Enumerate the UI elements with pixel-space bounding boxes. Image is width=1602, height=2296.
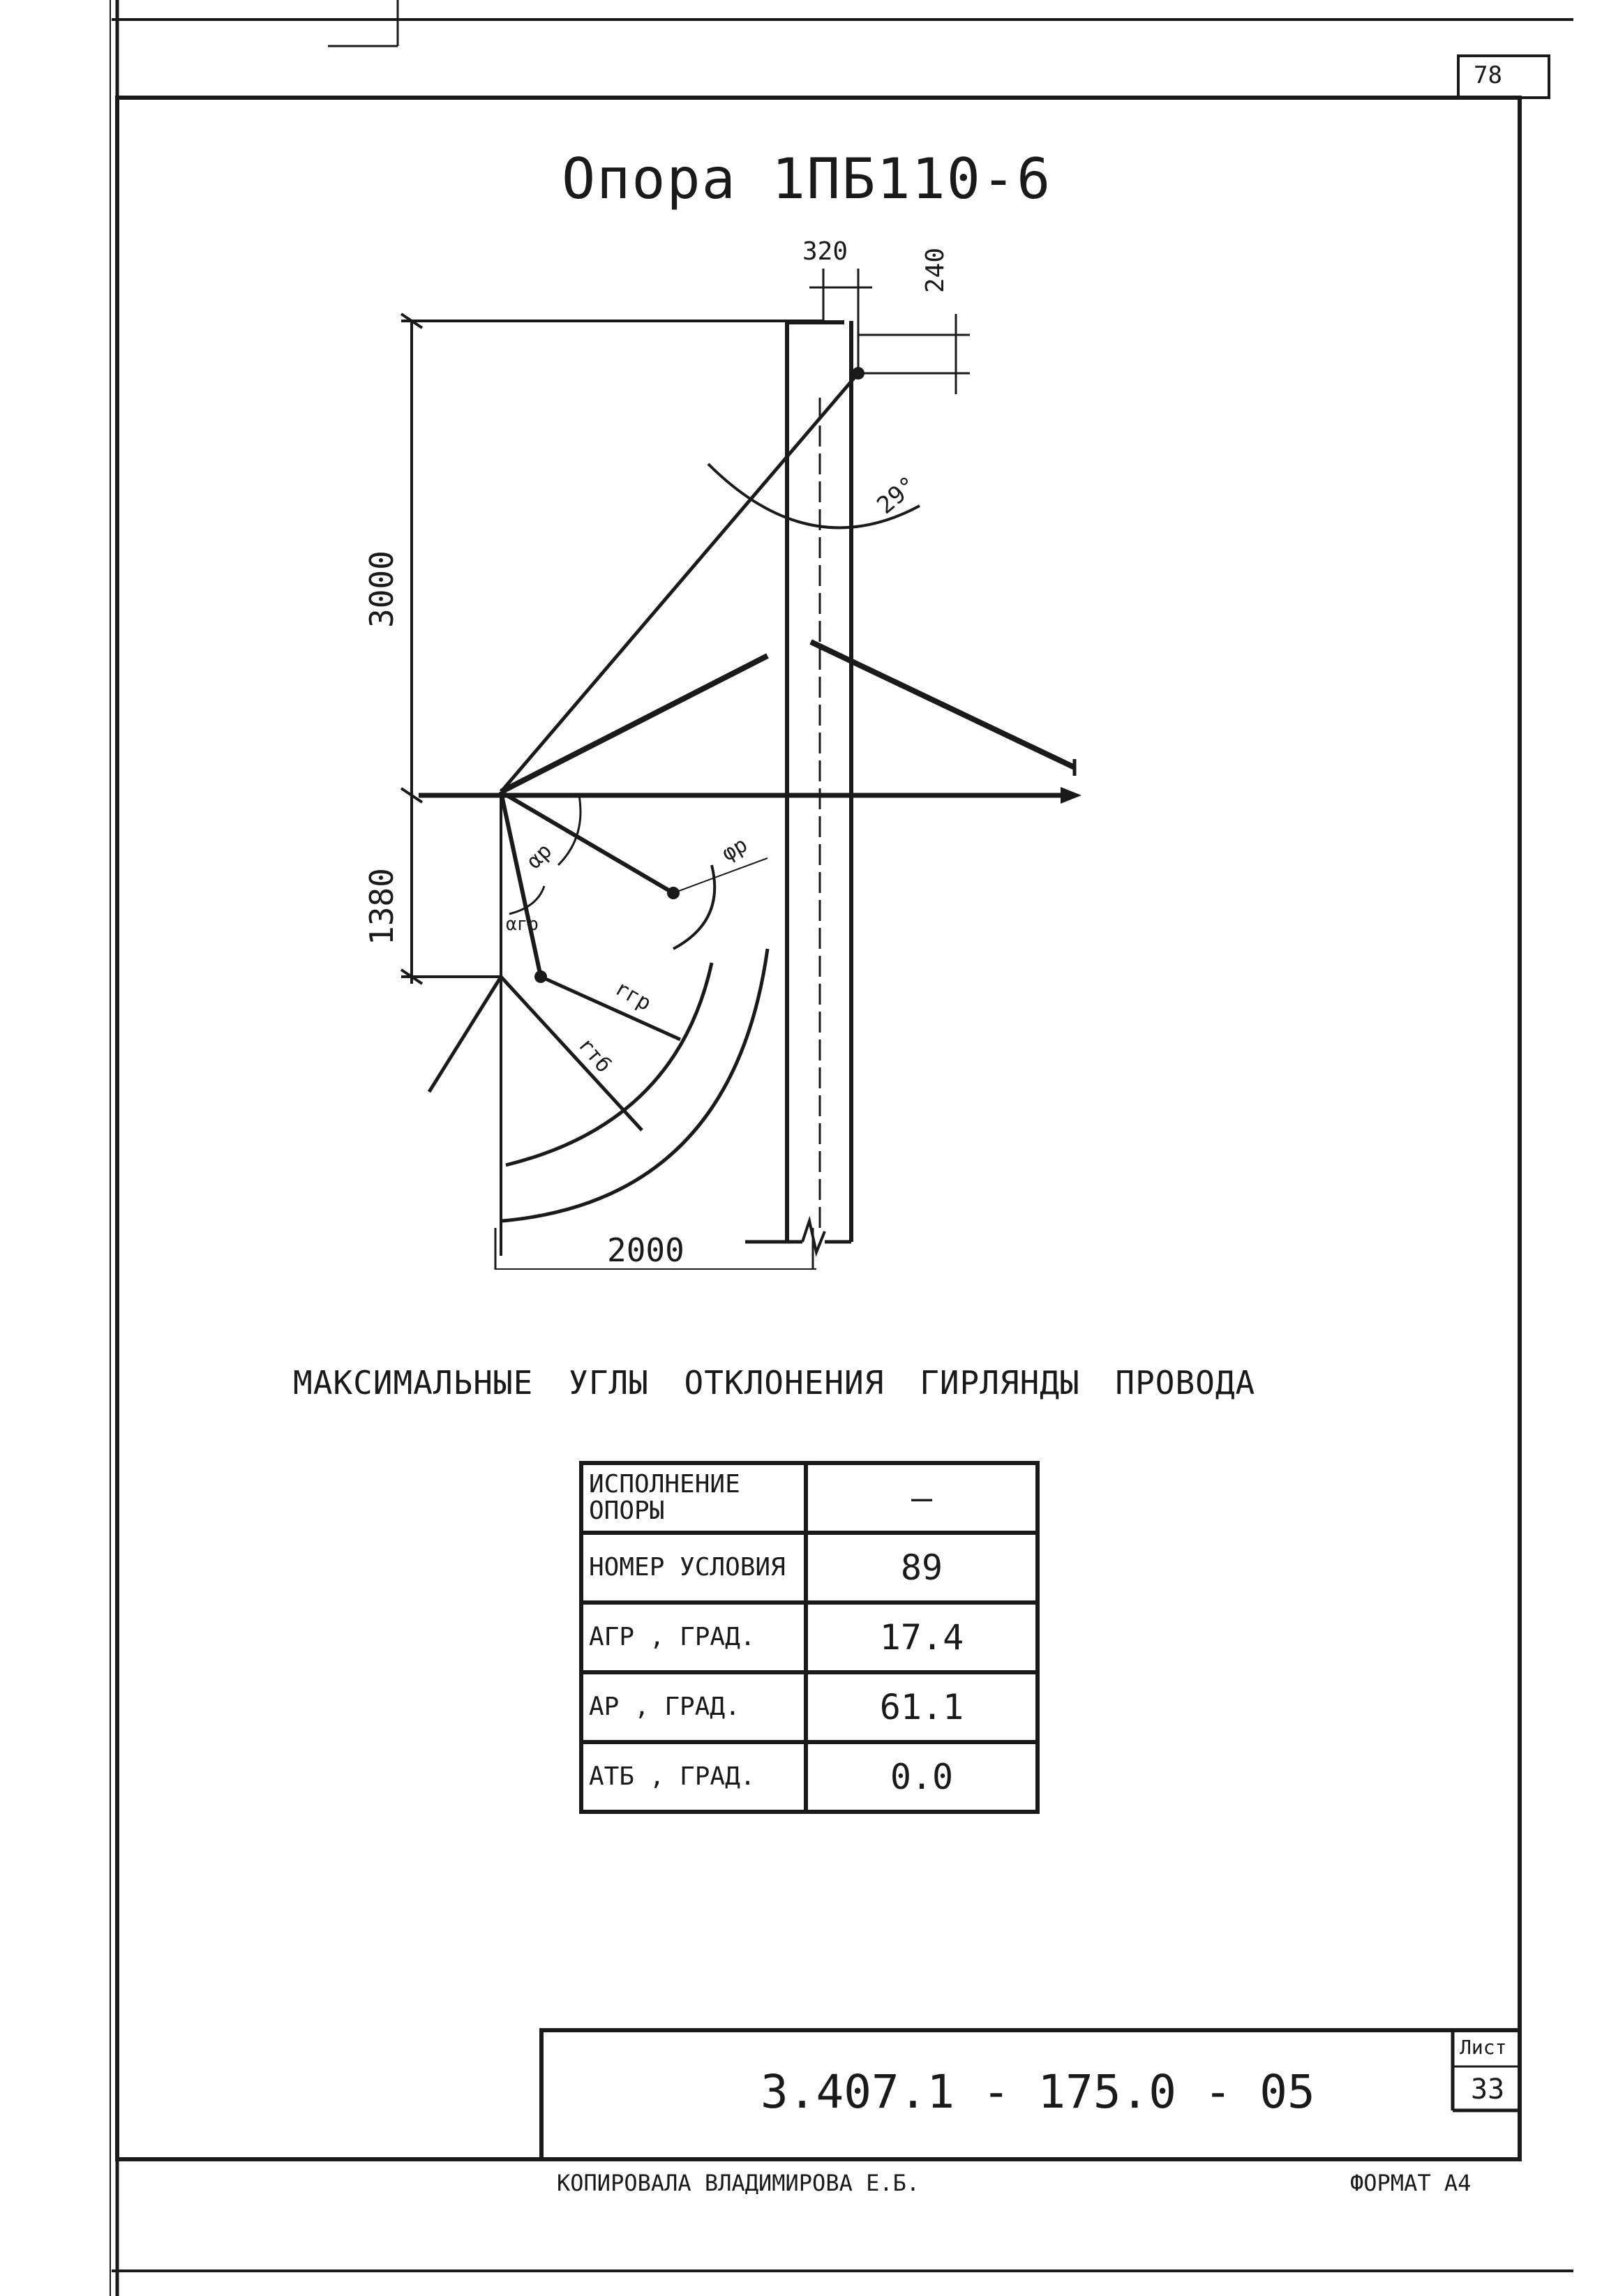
phi-r-label: φр bbox=[717, 832, 752, 866]
table-cell-value: 61.1 bbox=[806, 1672, 1038, 1742]
dim-height-lower-label: 1380 bbox=[363, 868, 400, 945]
table-cell-label: ΑР , ГРАД. bbox=[581, 1672, 806, 1742]
table-cell-value: 0.0 bbox=[806, 1742, 1038, 1812]
alpha-r-label: αр bbox=[521, 839, 557, 874]
table-row bbox=[581, 1533, 1038, 1603]
sheet-label: Лист bbox=[1460, 2036, 1507, 2059]
document-code: 3.407.1 - 175.0 - 05 bbox=[761, 2065, 1315, 2119]
page-number: 78 bbox=[1474, 61, 1502, 89]
table-row bbox=[581, 1672, 1038, 1742]
table-row bbox=[581, 1603, 1038, 1672]
copied-by: КОПИРОВАЛА ВЛАДИМИРОВА Е.Б. bbox=[557, 2170, 920, 2196]
table-cell-value: 17.4 bbox=[806, 1603, 1038, 1672]
table-cell-label: ΑТБ , ГРАД. bbox=[581, 1742, 806, 1812]
dim-height-upper-label: 3000 bbox=[363, 550, 400, 628]
tower-drawing bbox=[279, 223, 1465, 1270]
sheet-number: 33 bbox=[1471, 2073, 1505, 2106]
format-label: ФОРМАТ А4 bbox=[1350, 2170, 1472, 2196]
table-row bbox=[581, 1463, 1038, 1533]
dim-width-label: 2000 bbox=[607, 1231, 684, 1269]
section-title: МАКСИМАЛЬНЫЕ УГЛЫ ОТКЛОНЕНИЯ ГИРЛЯНДЫ ПРОВОДА bbox=[293, 1364, 1256, 1402]
table-cell-value: 89 bbox=[806, 1533, 1038, 1603]
r-gr-label: rгр bbox=[610, 975, 656, 1016]
table-cell-label: НОМЕР УСЛОВИЯ bbox=[581, 1533, 806, 1603]
table-row bbox=[581, 1742, 1038, 1812]
dim-right-label: 240 bbox=[921, 247, 950, 293]
table-cell-label: ΑГР , ГРАД. bbox=[581, 1603, 806, 1672]
table-cell-value: — bbox=[806, 1463, 1038, 1533]
dim-top-label: 320 bbox=[802, 237, 848, 266]
angle-label: 29° bbox=[871, 470, 923, 520]
alpha-gr-label: αгр bbox=[506, 914, 539, 935]
table-cell-label: ИСПОЛНЕНИЕ ОПОРЫ bbox=[581, 1463, 806, 1533]
deflection-angles-table bbox=[579, 1461, 1040, 1814]
r-tb-label: rтб bbox=[573, 1033, 616, 1078]
page-title: Опора 1ПБ110-6 bbox=[562, 147, 1052, 211]
